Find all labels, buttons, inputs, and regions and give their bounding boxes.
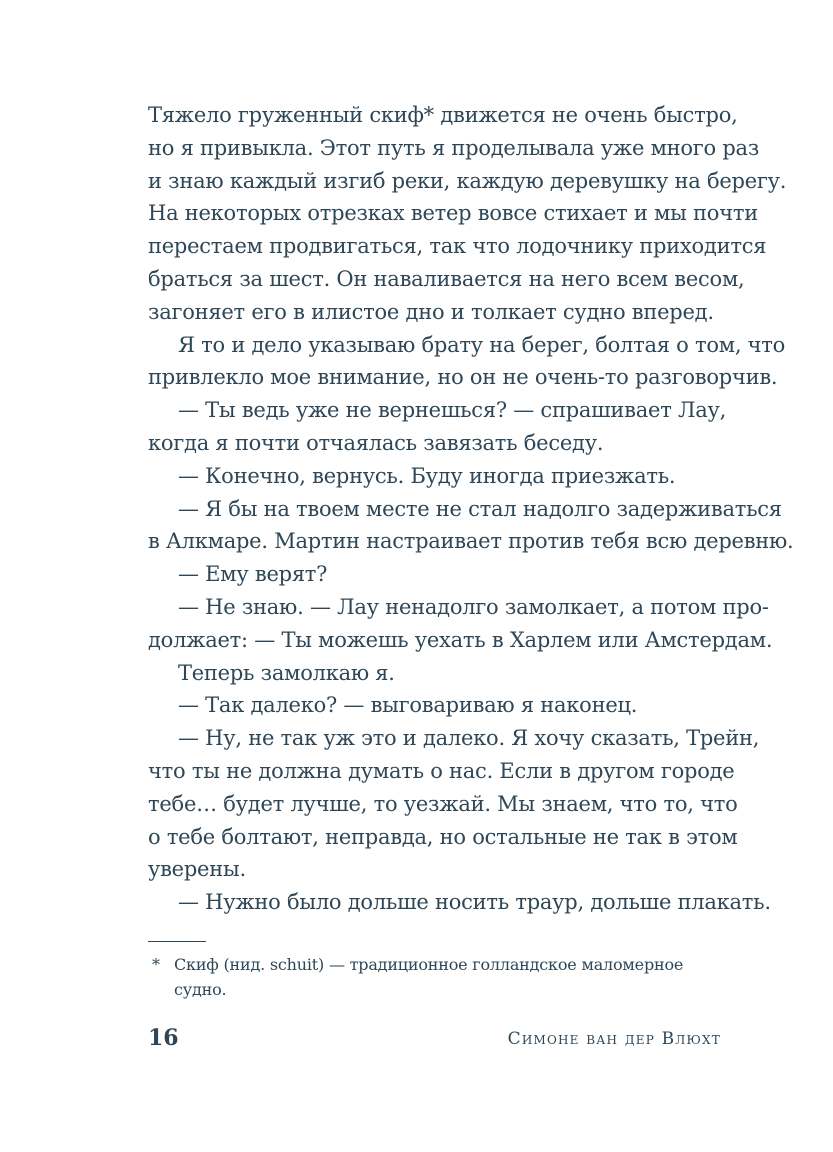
text-line: в Алкмаре. Мартин настраивает против тебя всю деревню. bbox=[148, 529, 794, 554]
footnote-line-2: судно. bbox=[174, 980, 227, 999]
text-line: — Ты ведь уже не вернешься? — спрашивает Лау, bbox=[178, 398, 727, 423]
text-line: — Так далеко? — выговариваю я наконец. bbox=[178, 693, 638, 718]
text-line: тебе… будет лучше, то уезжай. Мы знаем, что то, что bbox=[148, 791, 738, 816]
text-line: — Ну, не так уж это и далеко. Я хочу сказать, Трейн, bbox=[178, 726, 760, 751]
text-line: но я привыкла. Этот путь я проделывала уже много раз bbox=[148, 135, 760, 160]
text-line: — Я бы на твоем месте не стал надолго задерживаться bbox=[178, 496, 782, 521]
footnote bbox=[148, 952, 718, 1002]
main-text bbox=[148, 99, 794, 919]
text-line: должает: — Ты можешь уехать в Харлем или Амстердам. bbox=[148, 627, 773, 652]
text-line: о тебе болтают, неправда, но остальные не так в этом bbox=[148, 824, 738, 849]
text-line: На некоторых отрезках ветер вовсе стихает и мы почти bbox=[148, 201, 758, 226]
text-line: уверены. bbox=[148, 857, 246, 882]
text-line: загоняет его в илистое дно и толкает судно вперед. bbox=[148, 299, 714, 324]
page-number: 16 bbox=[148, 1025, 179, 1051]
text-line: Теперь замолкаю я. bbox=[178, 660, 395, 685]
text-line: — Не знаю. — Лау ненадолго замолкает, а потом про- bbox=[178, 594, 769, 619]
text-line: и знаю каждый изгиб реки, каждую деревушку на берегу. bbox=[148, 168, 787, 193]
text-line: перестаем продвигаться, так что лодочнику приходится bbox=[148, 234, 767, 259]
running-head-author: Симоне ван дер Влюхт bbox=[507, 1029, 721, 1049]
text-line: когда я почти отчаялась завязать беседу. bbox=[148, 430, 604, 455]
text-line: — Конечно, вернусь. Буду иногда приезжать. bbox=[178, 463, 676, 488]
footnote-mark: * bbox=[152, 955, 160, 974]
text-line: Я то и дело указываю брату на берег, болтая о том, что bbox=[178, 332, 786, 357]
footnote-text: Скиф (нид. schuit) — традиционное голландское маломерное bbox=[174, 955, 684, 974]
text-line: Тяжело груженный скиф* движется не очень быстро, bbox=[148, 103, 738, 127]
text-line: что ты не должна думать о нас. Если в другом городе bbox=[148, 758, 735, 783]
text-line: — Нужно было дольше носить траур, дольше плакать. bbox=[178, 890, 771, 915]
text-line: привлекло мое внимание, но он не очень-то разговорчив. bbox=[148, 365, 778, 390]
text-line: браться за шест. Он наваливается на него всем весом, bbox=[148, 266, 745, 291]
footnote-line-1 bbox=[148, 952, 718, 977]
footnote-divider bbox=[148, 941, 206, 942]
text-line: — Ему верят? bbox=[178, 562, 328, 587]
